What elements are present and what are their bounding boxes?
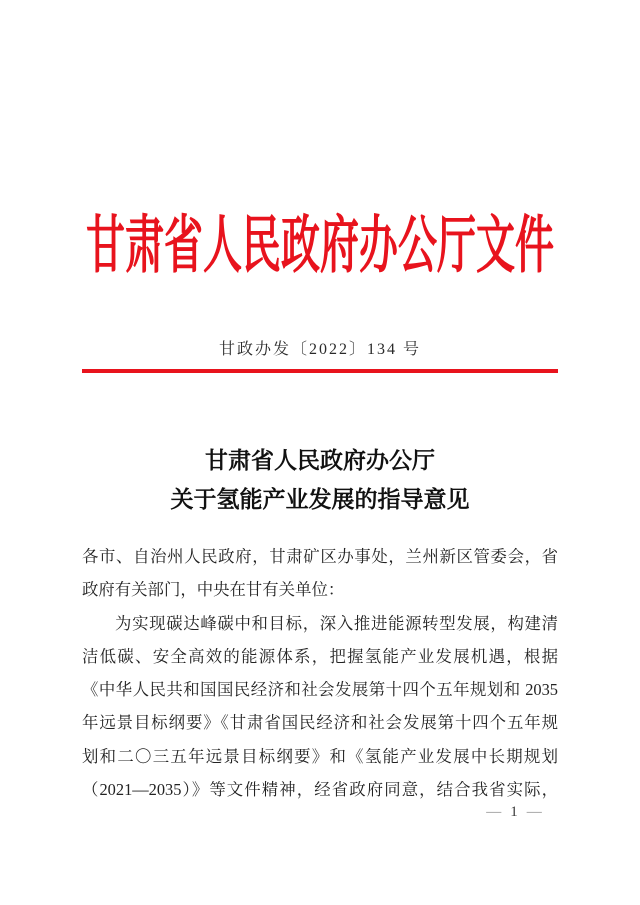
page-number-left-dash: — [486, 804, 502, 820]
body-paragraph-line-6: （2021—2035）》等文件精神，经省政府同意，结合我省实际， [82, 780, 558, 800]
agency-masthead-text: 甘肃省人民政府办公厅文件 [85, 212, 554, 281]
salutation-line-2: 政府有关部门，中央在甘有关单位： [82, 580, 345, 600]
document-body [82, 540, 558, 806]
body-paragraph-line-5: 划和二〇三五年远景目标纲要》和《氢能产业发展中长期规划 [82, 746, 558, 766]
document-reference-number: 甘政办发〔2022〕134 号 [218, 341, 421, 358]
page-number-value: 1 [510, 804, 518, 820]
page-number [468, 802, 560, 822]
document-title-line-2: 关于氢能产业发展的指导意见 [170, 487, 470, 512]
body-paragraph-line-4: 年远景目标纲要》《甘肃省国民经济和社会发展第十四个五年规 [82, 713, 558, 733]
document-title-line-1: 甘肃省人民政府办公厅 [205, 448, 435, 473]
body-paragraph-line-1: 为实现碳达峰碳中和目标，深入推进能源转型发展，构建清 [115, 613, 558, 633]
body-paragraph-line-2: 洁低碳、安全高效的能源体系，把握氢能产业发展机遇，根据 [82, 646, 558, 666]
agency-masthead [0, 212, 640, 281]
salutation-line-1: 各市、自治州人民政府，甘肃矿区办事处，兰州新区管委会，省 [82, 547, 558, 566]
body-paragraph-line-3: 《中华人民共和国国民经济和社会发展第十四个五年规划和 2035 [82, 680, 558, 700]
document-title [0, 441, 640, 519]
page-number-right-dash: — [526, 804, 542, 820]
red-divider-rule [82, 369, 558, 373]
